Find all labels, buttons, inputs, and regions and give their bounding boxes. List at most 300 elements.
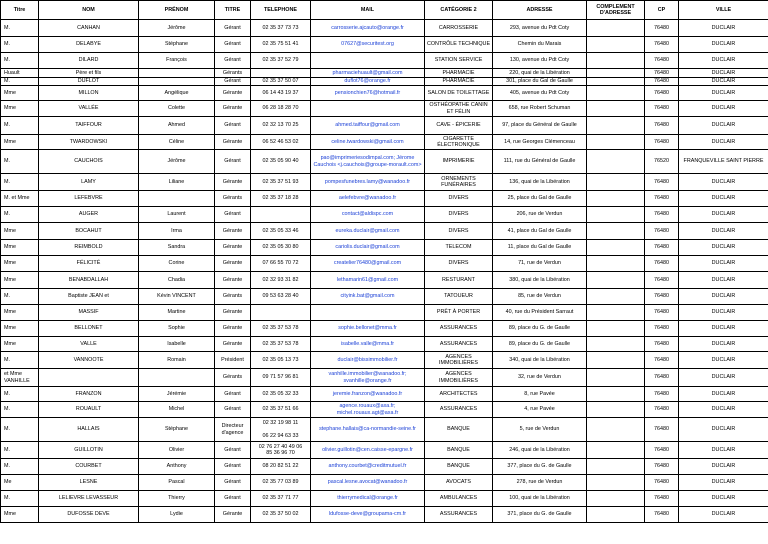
table-row bbox=[1, 337, 768, 352]
cell-fonction: Gérant bbox=[215, 20, 251, 37]
cell-prenom: Lydie bbox=[139, 507, 215, 523]
cell-titre: M. bbox=[1, 78, 39, 86]
cell-mail[interactable]: eureka.duclair@gmail.com bbox=[311, 223, 425, 240]
cell-cp: 76480 bbox=[645, 207, 679, 223]
cell-prenom: Jérôme bbox=[139, 150, 215, 174]
cell-nom: DUFLOT bbox=[39, 78, 139, 86]
cell-titre: M. bbox=[1, 289, 39, 305]
cell-mail[interactable]: pharmaciehuault@gmail.com bbox=[311, 69, 425, 78]
cell-categorie: BANQUE bbox=[425, 418, 493, 442]
cell-complement bbox=[587, 223, 645, 240]
cell-mail[interactable]: cityink.bat@gmail.com bbox=[311, 289, 425, 305]
cell-adresse: 14, rue Georges Clémenceau bbox=[493, 135, 587, 150]
table-row bbox=[1, 86, 768, 101]
cell-cp: 76480 bbox=[645, 352, 679, 369]
cell-complement bbox=[587, 150, 645, 174]
cell-mail[interactable]: thierrymedical@orange.fr bbox=[311, 491, 425, 507]
table-row bbox=[1, 37, 768, 53]
cell-nom: TAIFFOUR bbox=[39, 117, 139, 135]
cell-adresse: 246, quai de la Libération bbox=[493, 442, 587, 459]
table-row bbox=[1, 78, 768, 86]
cell-adresse: 220, quai de la Libération bbox=[493, 69, 587, 78]
cell-adresse: 405, avenue du Pdt Coty bbox=[493, 86, 587, 101]
cell-complement bbox=[587, 321, 645, 337]
cell-mail[interactable]: isabelle.valle@mma.fr bbox=[311, 337, 425, 352]
cell-cp: 76480 bbox=[645, 69, 679, 78]
cell-cp: 76480 bbox=[645, 223, 679, 240]
cell-prenom: Thierry bbox=[139, 491, 215, 507]
cell-complement bbox=[587, 20, 645, 37]
col-header-categorie: CATÉGORIE 2 bbox=[425, 1, 493, 20]
cell-complement bbox=[587, 78, 645, 86]
cell-categorie: DIVERS bbox=[425, 256, 493, 272]
cell-nom: VALLÉE bbox=[39, 101, 139, 117]
cell-categorie: ASSURANCES bbox=[425, 507, 493, 523]
cell-ville: DUCLAIR bbox=[679, 78, 768, 86]
cell-telephone: 02 35 75 51 41 bbox=[251, 37, 311, 53]
cell-cp: 76480 bbox=[645, 174, 679, 191]
cell-mail[interactable]: olivier.guillotin@cen.caisse-epargne.fr bbox=[311, 442, 425, 459]
cell-adresse: Chemin du Marais bbox=[493, 37, 587, 53]
col-header-fonction: TITRE bbox=[215, 1, 251, 20]
cell-mail[interactable]: ldufosse-deve@groupama-cm.fr bbox=[311, 507, 425, 523]
cell-titre: Mme bbox=[1, 223, 39, 240]
cell-nom: AUGER bbox=[39, 207, 139, 223]
cell-categorie: IMPRIMERIE bbox=[425, 150, 493, 174]
cell-categorie: STATION SERVICE bbox=[425, 53, 493, 69]
cell-titre: M. bbox=[1, 53, 39, 69]
cell-complement bbox=[587, 53, 645, 69]
cell-ville: DUCLAIR bbox=[679, 69, 768, 78]
cell-titre: M. bbox=[1, 174, 39, 191]
cell-ville: DUCLAIR bbox=[679, 337, 768, 352]
cell-nom: ROUAULT bbox=[39, 402, 139, 418]
cell-cp: 76480 bbox=[645, 272, 679, 289]
cell-ville: DUCLAIR bbox=[679, 207, 768, 223]
cell-prenom: Romain bbox=[139, 352, 215, 369]
cell-fonction: Directeur d'agence bbox=[215, 418, 251, 442]
cell-complement bbox=[587, 207, 645, 223]
cell-complement bbox=[587, 191, 645, 207]
cell-ville: DUCLAIR bbox=[679, 117, 768, 135]
cell-ville: DUCLAIR bbox=[679, 223, 768, 240]
cell-ville: DUCLAIR bbox=[679, 53, 768, 69]
cell-titre: Mme bbox=[1, 321, 39, 337]
cell-nom: Baptiste JEAN et bbox=[39, 289, 139, 305]
cell-cp: 76520 bbox=[645, 150, 679, 174]
cell-categorie: CARROSSERIE bbox=[425, 20, 493, 37]
cell-ville: DUCLAIR bbox=[679, 321, 768, 337]
table-row bbox=[1, 418, 768, 442]
cell-categorie: AGENCES IMMOBILIÈRES bbox=[425, 369, 493, 387]
cell-mail[interactable]: contact@aldispc.com bbox=[311, 207, 425, 223]
cell-prenom: Martine bbox=[139, 305, 215, 321]
cell-complement bbox=[587, 475, 645, 491]
cell-nom: BOCAHUT bbox=[39, 223, 139, 240]
cell-fonction: Gérante bbox=[215, 256, 251, 272]
cell-titre: M. bbox=[1, 402, 39, 418]
cell-fonction: Gérant bbox=[215, 387, 251, 402]
cell-fonction: Gérante bbox=[215, 135, 251, 150]
cell-titre: Mme bbox=[1, 272, 39, 289]
cell-cp: 76480 bbox=[645, 459, 679, 475]
cell-telephone: 02 35 05 30 80 bbox=[251, 240, 311, 256]
cell-adresse: 11, place du Gal de Gaulle bbox=[493, 240, 587, 256]
cell-fonction: Gérante bbox=[215, 223, 251, 240]
cell-adresse: 278, rue de Verdun bbox=[493, 475, 587, 491]
cell-categorie: ASSURANCES bbox=[425, 402, 493, 418]
cell-adresse: 371, place du G. de Gaulle bbox=[493, 507, 587, 523]
header-row bbox=[1, 1, 768, 20]
cell-ville: DUCLAIR bbox=[679, 289, 768, 305]
cell-adresse: 340, quai de la Libération bbox=[493, 352, 587, 369]
cell-ville: DUCLAIR bbox=[679, 240, 768, 256]
cell-prenom: Isabelle bbox=[139, 337, 215, 352]
cell-adresse: 293, avenue du Pdt Coty bbox=[493, 20, 587, 37]
cell-cp: 76480 bbox=[645, 117, 679, 135]
cell-nom: DILARD bbox=[39, 53, 139, 69]
cell-prenom: Anthony bbox=[139, 459, 215, 475]
cell-nom: HALLAIS bbox=[39, 418, 139, 442]
cell-categorie: RESTURANT bbox=[425, 272, 493, 289]
cell-complement bbox=[587, 305, 645, 321]
cell-prenom: Kévin VINCENT bbox=[139, 289, 215, 305]
cell-prenom: Angélique bbox=[139, 86, 215, 101]
cell-telephone: 02 35 37 18 28 bbox=[251, 191, 311, 207]
cell-telephone: 06 52 46 53 02 bbox=[251, 135, 311, 150]
table-row bbox=[1, 240, 768, 256]
cell-mail[interactable]: stephane.hallais@ca-normandie-seine.fr bbox=[311, 418, 425, 442]
cell-mail[interactable]: sophie.bellonet@mma.fr bbox=[311, 321, 425, 337]
cell-telephone: 02 35 37 53 78 bbox=[251, 321, 311, 337]
cell-ville: DUCLAIR bbox=[679, 101, 768, 117]
cell-nom: DELABYE bbox=[39, 37, 139, 53]
cell-categorie: AGENCES IMMOBILIÈRES bbox=[425, 352, 493, 369]
cell-mail[interactable]: lethamarin61@gmail.com bbox=[311, 272, 425, 289]
table-row bbox=[1, 442, 768, 459]
cell-adresse: 97, place du Général de Gaulle bbox=[493, 117, 587, 135]
cell-fonction: Gérants bbox=[215, 289, 251, 305]
cell-titre: Mme bbox=[1, 256, 39, 272]
cell-fonction: Gérante bbox=[215, 272, 251, 289]
cell-ville: DUCLAIR bbox=[679, 369, 768, 387]
cell-complement bbox=[587, 442, 645, 459]
cell-prenom bbox=[139, 69, 215, 78]
cell-cp: 76480 bbox=[645, 507, 679, 523]
cell-mail[interactable]: vanhille.immobilier@wanadoo.fr; svanhille@orange.fr bbox=[311, 369, 425, 387]
cell-categorie: PHARMACIE bbox=[425, 78, 493, 86]
cell-nom: LESNE bbox=[39, 475, 139, 491]
cell-cp: 76480 bbox=[645, 86, 679, 101]
cell-ville: DUCLAIR bbox=[679, 442, 768, 459]
cell-ville: DUCLAIR bbox=[679, 272, 768, 289]
cell-ville: DUCLAIR bbox=[679, 135, 768, 150]
cell-complement bbox=[587, 135, 645, 150]
cell-complement bbox=[587, 86, 645, 101]
cell-prenom: Corine bbox=[139, 256, 215, 272]
cell-complement bbox=[587, 459, 645, 475]
cell-adresse: 89, place du G. de Gaulle bbox=[493, 337, 587, 352]
cell-fonction: Gérant bbox=[215, 207, 251, 223]
cell-cp: 76480 bbox=[645, 53, 679, 69]
cell-cp: 76480 bbox=[645, 135, 679, 150]
table-row bbox=[1, 256, 768, 272]
cell-titre: M. bbox=[1, 20, 39, 37]
cell-mail[interactable]: pao@imprimeriesodimpal.com; Jérome Cauchois <j.cauchois@groupe-morault.com> bbox=[311, 150, 425, 174]
cell-cp: 76480 bbox=[645, 289, 679, 305]
cell-complement bbox=[587, 272, 645, 289]
table-row bbox=[1, 491, 768, 507]
cell-ville: DUCLAIR bbox=[679, 174, 768, 191]
cell-categorie: DIVERS bbox=[425, 207, 493, 223]
cell-categorie: PHARMACIE bbox=[425, 69, 493, 78]
cell-nom: MASSIF bbox=[39, 305, 139, 321]
cell-prenom: Colette bbox=[139, 101, 215, 117]
cell-titre: M. bbox=[1, 491, 39, 507]
cell-adresse: 377, place du G. de Gaulle bbox=[493, 459, 587, 475]
cell-prenom: Olivier bbox=[139, 442, 215, 459]
cell-telephone: 08 20 82 51 22 bbox=[251, 459, 311, 475]
cell-adresse: 40, rue du Président Sarraut bbox=[493, 305, 587, 321]
cell-cp: 76480 bbox=[645, 256, 679, 272]
cell-telephone: 02 35 37 50 02 bbox=[251, 507, 311, 523]
cell-titre: M. bbox=[1, 459, 39, 475]
cell-prenom: Jérémie bbox=[139, 387, 215, 402]
table-row bbox=[1, 117, 768, 135]
cell-nom: MILLON bbox=[39, 86, 139, 101]
cell-telephone: 02 35 37 52 79 bbox=[251, 53, 311, 69]
cell-categorie: SALON DE TOILETTAGE bbox=[425, 86, 493, 101]
cell-fonction: Gérante bbox=[215, 86, 251, 101]
cell-mail[interactable]: jeremie.franzon@wanadoo.fr bbox=[311, 387, 425, 402]
cell-prenom: Pascal bbox=[139, 475, 215, 491]
cell-cp: 76480 bbox=[645, 369, 679, 387]
cell-adresse: 130, avenue du Pdt Coty bbox=[493, 53, 587, 69]
cell-titre: M. et Mme bbox=[1, 191, 39, 207]
cell-adresse: 136, quai de la Libération bbox=[493, 174, 587, 191]
cell-fonction: Gérante bbox=[215, 507, 251, 523]
cell-cp: 76480 bbox=[645, 20, 679, 37]
cell-fonction: Gérante bbox=[215, 321, 251, 337]
cell-adresse: 5, rue de Verdun bbox=[493, 418, 587, 442]
cell-nom: VANNOOTE bbox=[39, 352, 139, 369]
cell-mail[interactable]: pascal.lesne.avocat@wanadoo.fr bbox=[311, 475, 425, 491]
cell-complement bbox=[587, 387, 645, 402]
cell-telephone: 02 32 93 31 82 bbox=[251, 272, 311, 289]
col-header-complement: COMPLEMENT D'ADRESSE bbox=[587, 1, 645, 20]
cell-fonction: Gérant bbox=[215, 150, 251, 174]
cell-ville: DUCLAIR bbox=[679, 352, 768, 369]
col-header-titre: Titre bbox=[1, 1, 39, 20]
cell-nom: LEFEBVRE bbox=[39, 191, 139, 207]
cell-mail[interactable]: pompesfunebres.lamy@wanadoo.fr bbox=[311, 174, 425, 191]
cell-adresse: 85, rue de Verdun bbox=[493, 289, 587, 305]
cell-nom: FRANZON bbox=[39, 387, 139, 402]
cell-mail[interactable]: createlier76480@gmail.com bbox=[311, 256, 425, 272]
cell-telephone: 06 14 43 19 37 bbox=[251, 86, 311, 101]
cell-fonction: Gérant bbox=[215, 491, 251, 507]
col-header-cp: CP bbox=[645, 1, 679, 20]
cell-titre: M. bbox=[1, 150, 39, 174]
cell-mail[interactable]: carrosserie.ajcauto@orange.fr bbox=[311, 20, 425, 37]
cell-categorie: BANQUE bbox=[425, 459, 493, 475]
cell-prenom bbox=[139, 191, 215, 207]
cell-fonction: Gérant bbox=[215, 442, 251, 459]
cell-adresse: 206, rue de Verdun bbox=[493, 207, 587, 223]
cell-cp: 76480 bbox=[645, 78, 679, 86]
cell-ville: DUCLAIR bbox=[679, 491, 768, 507]
cell-complement bbox=[587, 369, 645, 387]
cell-categorie: PRÊT À PORTER bbox=[425, 305, 493, 321]
cell-ville: DUCLAIR bbox=[679, 507, 768, 523]
cell-categorie: TELECOM bbox=[425, 240, 493, 256]
cell-categorie: CIGARETTE ÉLECTRONIQUE bbox=[425, 135, 493, 150]
cell-cp: 76480 bbox=[645, 101, 679, 117]
cell-titre: Mme bbox=[1, 240, 39, 256]
cell-ville: DUCLAIR bbox=[679, 37, 768, 53]
cell-telephone bbox=[251, 305, 311, 321]
cell-prenom: Irma bbox=[139, 223, 215, 240]
cell-mail[interactable]: duflot76@orange.fr bbox=[311, 78, 425, 86]
table-row bbox=[1, 369, 768, 387]
col-header-ville: VILLE bbox=[679, 1, 768, 20]
cell-complement bbox=[587, 69, 645, 78]
cell-ville: DUCLAIR bbox=[679, 305, 768, 321]
cell-cp: 76480 bbox=[645, 442, 679, 459]
cell-telephone bbox=[251, 207, 311, 223]
cell-fonction: Gérants bbox=[215, 369, 251, 387]
cell-nom: COURBET bbox=[39, 459, 139, 475]
cell-telephone: 02 76 27 40 49 06 85 36 96 70 bbox=[251, 442, 311, 459]
col-header-nom: NOM bbox=[39, 1, 139, 20]
cell-cp: 76480 bbox=[645, 402, 679, 418]
cell-nom: FÉLICITÉ bbox=[39, 256, 139, 272]
cell-telephone: 02 35 37 73 73 bbox=[251, 20, 311, 37]
cell-nom: CAUCHOIS bbox=[39, 150, 139, 174]
cell-ville: FRANQUEVILLE SAINT PIERRE bbox=[679, 150, 768, 174]
cell-titre: et Mme VANHILLE bbox=[1, 369, 39, 387]
cell-titre: Mme bbox=[1, 135, 39, 150]
cell-complement bbox=[587, 37, 645, 53]
table-row bbox=[1, 507, 768, 523]
cell-prenom: Stéphane bbox=[139, 418, 215, 442]
cell-telephone: 02 35 05 13 73 bbox=[251, 352, 311, 369]
cell-mail[interactable]: agence.rouaux@axa.fr; michel.rouaux.agt@axa.fr bbox=[311, 402, 425, 418]
cell-categorie: DIVERS bbox=[425, 191, 493, 207]
cell-fonction: Gérant bbox=[215, 459, 251, 475]
cell-fonction: Gérant bbox=[215, 117, 251, 135]
cell-mail[interactable]: celine.twardowski@gmail.com bbox=[311, 135, 425, 150]
cell-telephone: 02 35 37 71 77 bbox=[251, 491, 311, 507]
cell-fonction: Gérants bbox=[215, 69, 251, 78]
cell-prenom: Chadia bbox=[139, 272, 215, 289]
cell-cp: 76480 bbox=[645, 191, 679, 207]
cell-prenom: Stéphane bbox=[139, 37, 215, 53]
cell-nom: BELLONET bbox=[39, 321, 139, 337]
cell-complement bbox=[587, 117, 645, 135]
cell-titre: Mme bbox=[1, 305, 39, 321]
cell-cp: 76480 bbox=[645, 305, 679, 321]
cell-complement bbox=[587, 101, 645, 117]
table-row bbox=[1, 207, 768, 223]
cell-telephone: 07 66 55 70 72 bbox=[251, 256, 311, 272]
table-row bbox=[1, 150, 768, 174]
cell-categorie: ARCHITECTES bbox=[425, 387, 493, 402]
cell-complement bbox=[587, 491, 645, 507]
cell-adresse: 32, rue de Verdun bbox=[493, 369, 587, 387]
cell-mail[interactable]: duclair@bissimmobilier.fr bbox=[311, 352, 425, 369]
cell-categorie: DIVERS bbox=[425, 223, 493, 240]
cell-complement bbox=[587, 352, 645, 369]
cell-mail bbox=[311, 101, 425, 117]
cell-complement bbox=[587, 337, 645, 352]
cell-titre: Mme bbox=[1, 337, 39, 352]
cell-cp: 76480 bbox=[645, 418, 679, 442]
cell-mail[interactable]: aelefebvre@wanadoo.fr bbox=[311, 191, 425, 207]
table-row bbox=[1, 402, 768, 418]
cell-cp: 76480 bbox=[645, 491, 679, 507]
cell-ville: DUCLAIR bbox=[679, 418, 768, 442]
cell-adresse: 301, place du Gal de Gaulle bbox=[493, 78, 587, 86]
table-row bbox=[1, 475, 768, 491]
cell-fonction: Gérante bbox=[215, 337, 251, 352]
cell-complement bbox=[587, 289, 645, 305]
cell-cp: 76480 bbox=[645, 321, 679, 337]
cell-adresse: 25, place du Gal de Gaulle bbox=[493, 191, 587, 207]
cell-fonction: Gérant bbox=[215, 402, 251, 418]
cell-prenom: Michel bbox=[139, 402, 215, 418]
col-header-prenom: PRÉNOM bbox=[139, 1, 215, 20]
cell-mail[interactable]: pensionchien76@hotmail.fr bbox=[311, 86, 425, 101]
cell-categorie: AMBULANCES bbox=[425, 491, 493, 507]
cell-ville: DUCLAIR bbox=[679, 20, 768, 37]
cell-adresse: 71, rue de Verdun bbox=[493, 256, 587, 272]
cell-mail bbox=[311, 53, 425, 69]
cell-nom: LELIEVRE LEVASSEUR bbox=[39, 491, 139, 507]
cell-prenom: Jérôme bbox=[139, 20, 215, 37]
table-row bbox=[1, 69, 768, 78]
table-row bbox=[1, 321, 768, 337]
cell-ville: DUCLAIR bbox=[679, 191, 768, 207]
cell-nom: LAMY bbox=[39, 174, 139, 191]
cell-categorie: ASSURANCES bbox=[425, 321, 493, 337]
cell-telephone: 02 35 05 32 33 bbox=[251, 387, 311, 402]
cell-telephone: 09 53 63 28 40 bbox=[251, 289, 311, 305]
cell-fonction: Gérant bbox=[215, 53, 251, 69]
cell-mail[interactable]: anthony.courbet@creditmutuel.fr bbox=[311, 459, 425, 475]
cell-adresse: 41, place du Gal de Gaulle bbox=[493, 223, 587, 240]
cell-fonction: Gérante bbox=[215, 240, 251, 256]
cell-telephone: 06 28 18 28 70 bbox=[251, 101, 311, 117]
cell-titre: M. bbox=[1, 442, 39, 459]
col-header-adresse: ADRESSE bbox=[493, 1, 587, 20]
cell-nom: TWARDOWSKI bbox=[39, 135, 139, 150]
cell-titre: Huault bbox=[1, 69, 39, 78]
cell-mail[interactable]: ahmed.taiffour@gmail.com bbox=[311, 117, 425, 135]
cell-categorie: CAVE - ÉPICERIE bbox=[425, 117, 493, 135]
cell-adresse: 8, rue Pavée bbox=[493, 387, 587, 402]
cell-cp: 76480 bbox=[645, 240, 679, 256]
cell-telephone: 02 35 05 90 40 bbox=[251, 150, 311, 174]
cell-cp: 76480 bbox=[645, 337, 679, 352]
cell-mail[interactable]: cariolis.duclair@gmail.com bbox=[311, 240, 425, 256]
cell-telephone: 02 35 05 33 46 bbox=[251, 223, 311, 240]
cell-nom: DUFOSSE DEVE bbox=[39, 507, 139, 523]
cell-titre: M. bbox=[1, 117, 39, 135]
cell-mail[interactable]: 07627@securitest.org bbox=[311, 37, 425, 53]
cell-cp: 76480 bbox=[645, 387, 679, 402]
cell-prenom: Liliane bbox=[139, 174, 215, 191]
